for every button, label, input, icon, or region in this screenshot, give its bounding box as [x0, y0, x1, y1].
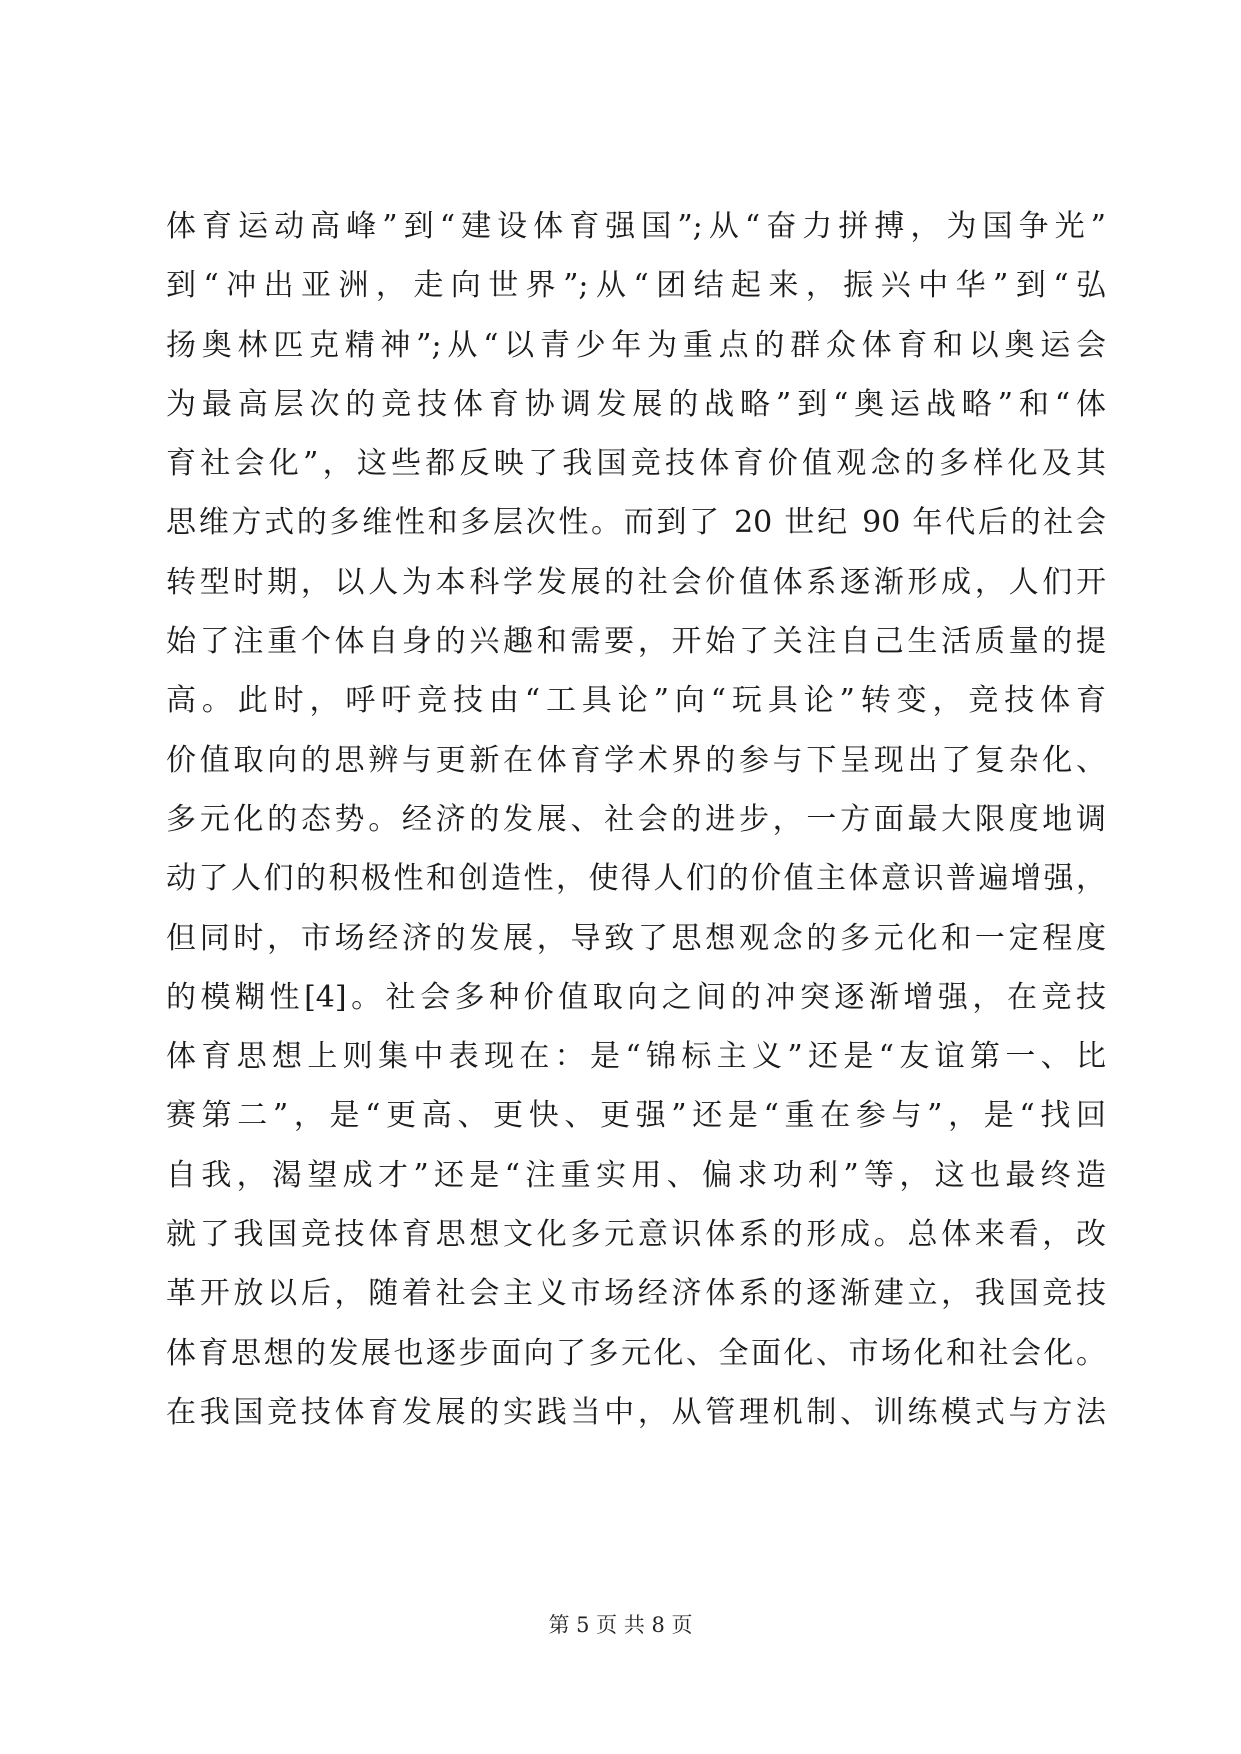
text-line: 体育思想的发展也逐步面向了多元化、全面化、市场化和社会化。	[166, 1335, 1106, 1371]
text-line: 思维方式的多维性和多层次性。而到了 20 世纪 90 年代后的社会	[166, 505, 1106, 541]
text-line: 高。此时，呼吁竞技由“工具论”向“玩具论”转变，竞技体育	[166, 683, 1106, 719]
text-line: 但同时，市场经济的发展，导致了思想观念的多元化和一定程度	[166, 920, 1106, 956]
text-line: 多元化的态势。经济的发展、社会的进步，一方面最大限度地调	[166, 801, 1106, 837]
text-line: 动了人们的积极性和创造性，使得人们的价值主体意识普遍增强，	[166, 861, 1106, 897]
text-line: 的模糊性[4]。社会多种价值取向之间的冲突逐渐增强，在竞技	[166, 979, 1106, 1015]
text-line: 到“冲出亚洲，走向世界”;从“团结起来，振兴中华”到“弘	[166, 268, 1106, 304]
text-line: 体育运动高峰”到“建设体育强国”;从“奋力拼搏，为国争光”	[166, 209, 1106, 244]
text-line: 革开放以后，随着社会主义市场经济体系的逐渐建立，我国竞技	[166, 1276, 1106, 1312]
text-line: 始了注重个体自身的兴趣和需要，开始了关注自己生活质量的提	[166, 624, 1106, 660]
page-footer: 第 5 页 共 8 页	[548, 1613, 693, 1637]
text-line: 就了我国竞技体育思想文化多元意识体系的形成。总体来看，改	[166, 1217, 1106, 1253]
text-line: 扬奥林匹克精神”;从“以青少年为重点的群众体育和以奥运会	[166, 327, 1106, 363]
text-line: 赛第二”，是“更高、更快、更强”还是“重在参与”，是“找回	[166, 1098, 1106, 1134]
text-line: 自我，渴望成才”还是“注重实用、偏求功利”等，这也最终造	[166, 1157, 1106, 1193]
text-line: 价值取向的思辨与更新在体育学术界的参与下呈现出了复杂化、	[166, 742, 1106, 778]
text-line: 为最高层次的竞技体育协调发展的战略”到“奥运战略”和“体	[166, 386, 1106, 422]
text-line: 在我国竞技体育发展的实践当中，从管理机制、训练模式与方法	[166, 1394, 1106, 1430]
text-line: 体育思想上则集中表现在：是“锦标主义”还是“友谊第一、比	[166, 1039, 1106, 1075]
text-line: 育社会化”，这些都反映了我国竞技体育价值观念的多样化及其	[166, 446, 1106, 482]
body-text	[166, 197, 1106, 1442]
text-line: 转型时期，以人为本科学发展的社会价值体系逐渐形成，人们开	[166, 564, 1106, 600]
